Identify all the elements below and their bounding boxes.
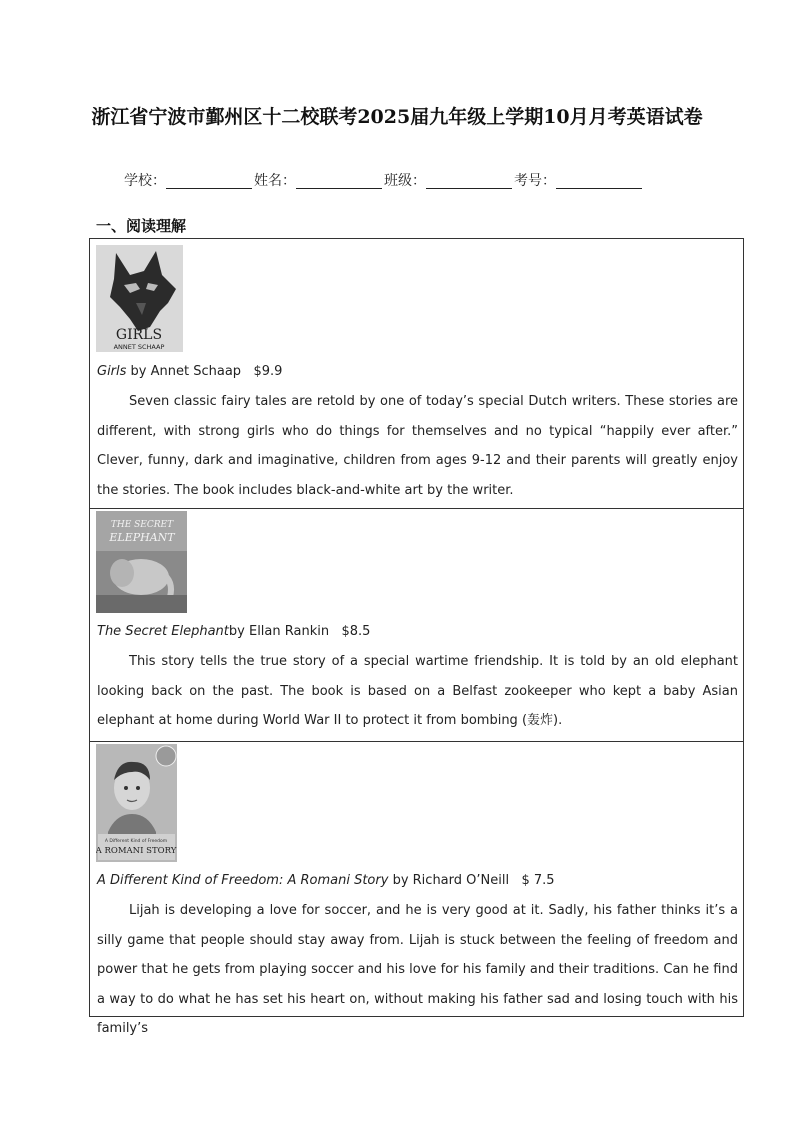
book-title: A Different Kind of Freedom: A Romani Story	[97, 873, 389, 888]
cover-title-line-2: ELEPHANT	[109, 531, 175, 544]
class-label: 班级：	[384, 173, 426, 189]
elephant-cover-image	[96, 511, 187, 613]
book-cover-romani-story	[96, 744, 177, 862]
boy-portrait-cover-image	[96, 744, 177, 862]
book-title: The Secret Elephant	[97, 624, 229, 639]
class-blank	[426, 172, 512, 189]
book-price: $8.5	[341, 624, 371, 639]
school-blank	[166, 172, 252, 189]
book-description: Seven classic fairy tales are retold by one of today’s special Dutch writers. These stories are different, with strong girls who do things for themselves and no typical “happily ever after.” Clever, funny, dark and imaginative, children from ages 9-12 and their parents will greatly enjoy the stories. The book includes black-and-white art by the writer.	[97, 394, 738, 498]
book-cell-girls	[90, 239, 743, 509]
book-price: $9.9	[253, 364, 283, 379]
book-title: Girls	[97, 364, 127, 379]
reading-table	[89, 238, 744, 1036]
book-author: by Richard O’Neill	[388, 873, 510, 888]
exam-number-blank	[556, 172, 642, 189]
cover-subtitle-text: A Different Kind of Freedom	[104, 839, 168, 844]
book-title-line	[97, 873, 555, 888]
section-heading: 一、阅读理解	[96, 217, 187, 235]
wolf-cover-image	[96, 245, 183, 352]
book-description: This story tells the true story of a special wartime friendship. It is told by an old elephant looking back on the past. The book is based on a Belfast zookeeper who kept a baby Asian elephant at home during World War II to protect it from bombing (轰炸).	[97, 654, 738, 728]
book-cell-different-kind-of-freedom	[90, 742, 743, 1036]
book-price: $ 7.5	[521, 873, 555, 888]
document-title: 浙江省宁波市鄞州区十二校联考2025届九年级上学期10月月考英语试卷	[91, 106, 703, 128]
cover-author-text: ANNET SCHAAP	[113, 343, 165, 351]
book-cover-secret-elephant	[96, 511, 187, 613]
cover-title-line-1: THE SECRET	[110, 520, 174, 530]
book-author: by Annet Schaap	[126, 364, 242, 379]
school-label: 学校：	[124, 173, 166, 189]
book-cell-secret-elephant	[90, 509, 743, 742]
book-cover-girls	[96, 245, 183, 352]
cover-title-text: A ROMANI STORY	[96, 846, 177, 856]
cover-title-text: GIRLS	[115, 327, 163, 343]
name-blank	[296, 172, 382, 189]
name-label: 姓名：	[254, 173, 296, 189]
book-description: Lijah is developing a love for soccer, and he is very good at it. Sadly, his father thinks it’s a silly game that people should stay away from. Lijah is stuck between the feeling of freedom and power that he gets from playing soccer and his love for his family and their traditions. Can he find a way to do what he has set his heart on, without making his father sad and losing touch with his family’s	[97, 903, 738, 1036]
book-author: by Ellan Rankin	[228, 624, 330, 639]
book-title-line	[97, 364, 282, 379]
book-title-line	[97, 624, 370, 639]
student-info-row	[124, 170, 644, 190]
exam-number-label: 考号：	[514, 173, 556, 189]
